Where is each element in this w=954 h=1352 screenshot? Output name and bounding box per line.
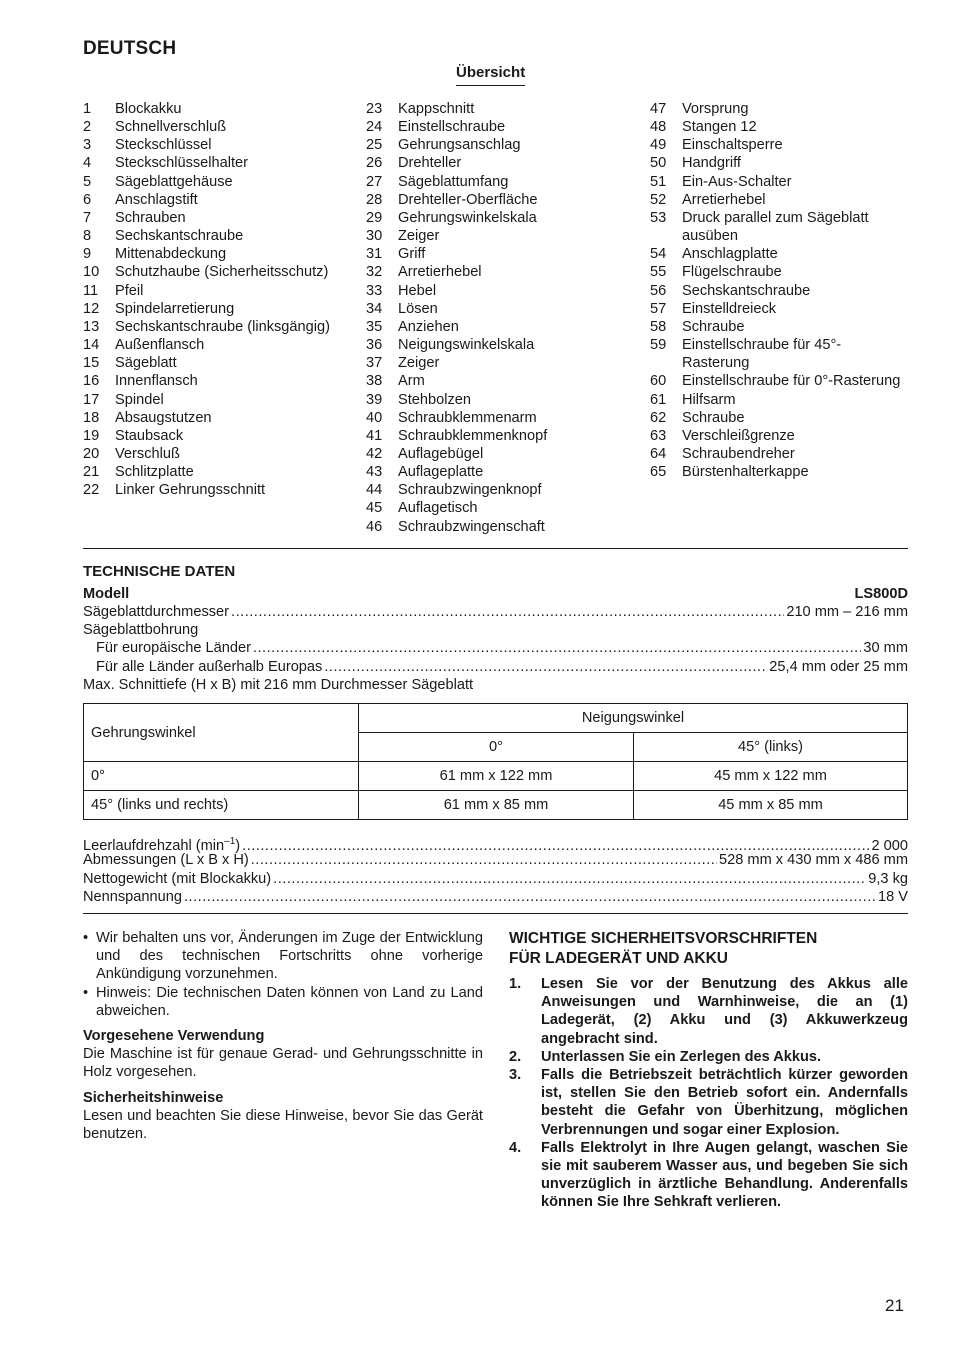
item-number: 44 bbox=[366, 482, 383, 499]
spec-value: 2 000 bbox=[871, 837, 908, 854]
item-number: 52 bbox=[650, 191, 667, 208]
item-number: 59 bbox=[650, 337, 667, 354]
bullet-icon: • bbox=[83, 930, 89, 946]
idle-speed-close: ) bbox=[235, 837, 241, 854]
list-item bbox=[83, 445, 343, 463]
item-label: Anziehen bbox=[398, 318, 459, 335]
table-row bbox=[84, 791, 908, 820]
list-item bbox=[650, 300, 908, 318]
safety-item bbox=[509, 1048, 908, 1066]
language-heading: DEUTSCH bbox=[83, 38, 177, 59]
safety-text: Lesen und beachten Sie diese Hinweise, bevor Sie das Gerät benutzen. bbox=[83, 1107, 483, 1143]
spec-bore-eu bbox=[96, 639, 908, 657]
item-label: Schraube bbox=[682, 409, 745, 426]
item-label: Schutzhaube (Sicherheitsschutz) bbox=[115, 264, 329, 281]
list-item bbox=[650, 173, 908, 191]
item-label: Einstelldreieck bbox=[682, 300, 777, 317]
item-number: 38 bbox=[366, 373, 383, 390]
item-label: Einschaltsperre bbox=[682, 137, 783, 154]
spec-bore-label: Sägeblattbohrung bbox=[83, 622, 199, 638]
item-number: 65 bbox=[650, 464, 667, 481]
list-item bbox=[83, 154, 343, 172]
list-item bbox=[366, 372, 626, 390]
item-label: Schraube bbox=[682, 318, 745, 335]
title-line-1: WICHTIGE SICHERHEITSVORSCHRIFTEN bbox=[509, 930, 818, 947]
item-label: Anschlagplatte bbox=[682, 246, 778, 263]
spec-value: 18 V bbox=[877, 889, 908, 905]
list-item bbox=[650, 191, 908, 209]
item-number: 64 bbox=[650, 445, 667, 462]
spec-value: 30 mm bbox=[863, 640, 908, 656]
item-label: Einstellschraube für 45°-Rasterung bbox=[682, 337, 842, 372]
list-item bbox=[366, 154, 626, 172]
overview-title: Übersicht bbox=[456, 64, 525, 86]
spec-value: 210 mm – 216 mm bbox=[786, 604, 908, 620]
idle-speed-label: Leerlaufdrehzahl (min bbox=[83, 837, 225, 854]
list-item bbox=[83, 136, 343, 154]
miter-cell: 0° bbox=[84, 762, 359, 791]
list-item bbox=[650, 100, 908, 118]
list-item bbox=[650, 154, 908, 172]
item-label: Einstellschraube bbox=[398, 119, 506, 136]
item-number: 51 bbox=[650, 173, 667, 190]
item-label: Stangen 12 bbox=[682, 119, 757, 136]
item-label: Gehrungsanschlag bbox=[398, 137, 521, 154]
list-item bbox=[83, 191, 343, 209]
left-notes bbox=[83, 929, 483, 1143]
item-number: 39 bbox=[366, 391, 383, 408]
item-number: 26 bbox=[366, 155, 383, 172]
item-label: Mittenabdeckung bbox=[115, 246, 227, 263]
safety-title: Sicherheitshinweise bbox=[83, 1089, 224, 1106]
item-number: 1. bbox=[509, 976, 522, 992]
item-label: Neigungswinkelskala bbox=[398, 337, 535, 354]
item-label: Sechskantschraube bbox=[115, 228, 244, 245]
item-number: 40 bbox=[366, 409, 383, 426]
cutting-capacity-table bbox=[83, 703, 908, 820]
list-item bbox=[650, 209, 908, 245]
bullet-text: Hinweis: Die technischen Daten können von Land zu Land abweichen. bbox=[96, 984, 483, 1019]
item-number: 22 bbox=[83, 482, 100, 499]
spec-label: Für alle Länder außerhalb Europas bbox=[96, 659, 323, 675]
item-number: 56 bbox=[650, 282, 667, 299]
list-item bbox=[83, 282, 343, 300]
item-label: Lösen bbox=[398, 300, 438, 317]
item-number: 3 bbox=[83, 137, 92, 154]
safety-item bbox=[509, 1066, 908, 1139]
specs-title: TECHNISCHE DATEN bbox=[83, 563, 236, 580]
item-label: Drehteller bbox=[398, 155, 462, 172]
item-number: 15 bbox=[83, 355, 100, 372]
item-label: Griff bbox=[398, 246, 426, 263]
item-label: Verschleißgrenze bbox=[682, 427, 795, 444]
item-label: Schraubzwingenknopf bbox=[398, 482, 542, 499]
list-item bbox=[650, 445, 908, 463]
list-item bbox=[83, 463, 343, 481]
intended-use-title: Vorgesehene Verwendung bbox=[83, 1028, 265, 1045]
intended-use-text: Die Maschine ist für genaue Gerad- und Gehrungsschnitte in Holz vorgesehen. bbox=[83, 1046, 483, 1081]
item-label: Schnellverschluß bbox=[115, 119, 227, 136]
title-line-2: FÜR LADEGERÄT UND AKKU bbox=[509, 950, 728, 967]
list-item bbox=[650, 409, 908, 427]
item-label: Auflageplatte bbox=[398, 464, 484, 481]
list-item bbox=[650, 463, 908, 481]
item-label: Schrauben bbox=[115, 209, 186, 226]
divider bbox=[83, 548, 908, 549]
item-number: 2. bbox=[509, 1048, 522, 1065]
item-number: 46 bbox=[366, 518, 383, 535]
item-number: 34 bbox=[366, 300, 383, 317]
item-label: Schraubendreher bbox=[682, 445, 795, 462]
item-number: 21 bbox=[83, 464, 100, 481]
list-item bbox=[366, 445, 626, 463]
model-row bbox=[83, 585, 908, 603]
item-number: 43 bbox=[366, 464, 383, 481]
list-item bbox=[83, 372, 343, 390]
overview-column-2 bbox=[366, 100, 626, 536]
item-number: 57 bbox=[650, 300, 667, 317]
item-number: 35 bbox=[366, 318, 383, 335]
spec-max-cut-label: Max. Schnittiefe (H x B) mit 216 mm Durchmesser Sägeblatt bbox=[83, 677, 474, 693]
item-label: Steckschlüsselhalter bbox=[115, 155, 249, 172]
bullet-icon: • bbox=[83, 984, 89, 1001]
item-number: 2 bbox=[83, 119, 92, 136]
list-item bbox=[650, 427, 908, 445]
list-item bbox=[83, 173, 343, 191]
model-label: Modell bbox=[83, 586, 130, 602]
list-item bbox=[366, 427, 626, 445]
item-number: 61 bbox=[650, 391, 667, 408]
item-number: 55 bbox=[650, 264, 667, 281]
leader-dots bbox=[324, 658, 767, 676]
item-number: 17 bbox=[83, 391, 100, 408]
list-item bbox=[83, 263, 343, 281]
list-item bbox=[366, 318, 626, 336]
bevel-header: Neigungswinkel bbox=[359, 704, 908, 733]
list-item bbox=[366, 173, 626, 191]
item-number: 14 bbox=[83, 337, 100, 354]
list-item bbox=[650, 245, 908, 263]
item-label: Schraubklemmenknopf bbox=[398, 427, 548, 444]
leader-dots bbox=[251, 851, 717, 869]
leader-dots bbox=[184, 888, 876, 906]
item-number: 48 bbox=[650, 119, 667, 136]
leader-dots bbox=[231, 603, 784, 621]
item-label: Bürstenhalterkappe bbox=[682, 464, 809, 481]
item-label: Sägeblattgehäuse bbox=[115, 173, 233, 190]
item-label: Schlitzplatte bbox=[115, 464, 194, 481]
list-item bbox=[650, 282, 908, 300]
item-number: 7 bbox=[83, 209, 92, 226]
item-number: 4. bbox=[509, 1139, 522, 1156]
spec-value: 25,4 mm oder 25 mm bbox=[769, 659, 908, 675]
item-label: Staubsack bbox=[115, 427, 184, 444]
model-value: LS800D bbox=[854, 586, 908, 602]
spec-voltage bbox=[83, 888, 908, 906]
item-label: Spindelarretierung bbox=[115, 300, 235, 317]
list-item bbox=[650, 318, 908, 336]
list-item bbox=[366, 409, 626, 427]
spec-bore-other bbox=[96, 658, 908, 676]
item-number: 33 bbox=[366, 282, 383, 299]
item-number: 20 bbox=[83, 445, 100, 462]
safety-item bbox=[509, 1139, 908, 1212]
item-label: Steckschlüssel bbox=[115, 137, 212, 154]
item-number: 31 bbox=[366, 246, 383, 263]
item-number: 8 bbox=[83, 228, 92, 245]
list-item bbox=[366, 518, 626, 536]
list-item bbox=[83, 209, 343, 227]
miter-cell: 45° (links und rechts) bbox=[84, 791, 359, 820]
item-label: Drehteller-Oberfläche bbox=[398, 191, 538, 208]
item-number: 45 bbox=[366, 500, 383, 517]
item-number: 10 bbox=[83, 264, 100, 281]
spec-label: Sägeblattdurchmesser bbox=[83, 604, 230, 620]
list-item bbox=[650, 372, 908, 390]
item-number: 53 bbox=[650, 209, 667, 226]
list-item bbox=[366, 300, 626, 318]
item-text: Falls Elektrolyt in Ihre Augen gelangt, waschen Sie sie mit sauberem Wasser aus, und begeben Sie sich unverzüglich in ärztliche Behandlung. Anderenfalls können Sie Ihre Sehkraft verlieren. bbox=[541, 1139, 908, 1211]
spec-blade-diameter bbox=[83, 603, 908, 621]
item-label: Anschlagstift bbox=[115, 191, 198, 208]
item-label: Druck parallel zum Sägeblatt ausüben bbox=[682, 209, 869, 245]
item-number: 58 bbox=[650, 318, 667, 335]
list-item bbox=[366, 245, 626, 263]
safety-list bbox=[509, 975, 908, 1212]
list-item bbox=[83, 409, 343, 427]
list-item bbox=[366, 100, 626, 118]
item-label: Sägeblattumfang bbox=[398, 173, 509, 190]
item-number: 30 bbox=[366, 228, 383, 245]
item-number: 54 bbox=[650, 246, 667, 263]
item-label: Arretierhebel bbox=[682, 191, 766, 208]
item-number: 42 bbox=[366, 445, 383, 462]
item-number: 12 bbox=[83, 300, 100, 317]
item-label: Schraubklemmenarm bbox=[398, 409, 537, 426]
list-item bbox=[366, 263, 626, 281]
item-label: Hilfsarm bbox=[682, 391, 736, 408]
list-item bbox=[83, 481, 343, 499]
item-number: 13 bbox=[83, 318, 100, 335]
list-item bbox=[83, 427, 343, 445]
item-label: Arretierhebel bbox=[398, 264, 482, 281]
overview-column-3 bbox=[650, 100, 908, 481]
item-label: Innenflansch bbox=[115, 373, 198, 390]
item-number: 47 bbox=[650, 101, 667, 117]
item-label: Flügelschraube bbox=[682, 264, 782, 281]
list-item bbox=[650, 391, 908, 409]
bevel-45-header: 45° (links) bbox=[634, 733, 908, 762]
value-cell: 45 mm x 122 mm bbox=[634, 762, 908, 791]
item-number: 1 bbox=[83, 101, 92, 117]
item-label: Außenflansch bbox=[115, 337, 205, 354]
list-item bbox=[366, 118, 626, 136]
list-item bbox=[366, 354, 626, 372]
spec-label: Für europäische Länder bbox=[96, 640, 251, 656]
item-number: 19 bbox=[83, 427, 100, 444]
list-item bbox=[366, 481, 626, 499]
item-label: Stehbolzen bbox=[398, 391, 472, 408]
item-label: Arm bbox=[398, 373, 425, 390]
item-label: Auflagetisch bbox=[398, 500, 478, 517]
list-item bbox=[366, 499, 626, 517]
list-item bbox=[83, 391, 343, 409]
list-item bbox=[83, 227, 343, 245]
item-number: 6 bbox=[83, 191, 92, 208]
list-item bbox=[650, 336, 908, 372]
item-number: 27 bbox=[366, 173, 383, 190]
item-label: Pfeil bbox=[115, 282, 144, 299]
list-item bbox=[366, 191, 626, 209]
list-item bbox=[83, 100, 343, 118]
item-text: Falls die Betriebszeit beträchtlich kürzer geworden ist, stellen Sie den Betrieb sofort ein. Andernfalls besteht die Gefahr von Überhitzung, möglichen Verbrennungen und sogar einer Explosion. bbox=[541, 1067, 908, 1138]
leader-dots bbox=[273, 870, 866, 888]
overview-column-1 bbox=[83, 100, 343, 499]
spec-label: Nettogewicht (mit Blockakku) bbox=[83, 871, 272, 887]
idle-speed-sup: –1 bbox=[224, 836, 236, 847]
list-item bbox=[83, 245, 343, 263]
bullet-text: Wir behalten uns vor, Änderungen im Zuge der Entwicklung und des technischen Fortschritts ohne vorherige Ankündigung vorzunehmen. bbox=[96, 930, 483, 983]
item-label: Linker Gehrungsschnitt bbox=[115, 482, 266, 499]
list-item bbox=[83, 318, 343, 336]
item-label: Handgriff bbox=[682, 155, 741, 172]
table-row bbox=[84, 762, 908, 791]
item-number: 24 bbox=[366, 119, 383, 136]
item-number: 16 bbox=[83, 373, 100, 390]
item-label: Zeiger bbox=[398, 228, 440, 245]
item-text: Lesen Sie vor der Benutzung des Akkus alle Anweisungen und Warnhinweise, die an (1) Ladegerät, (2) Akku und (3) Akkuwerkzeug angebracht sind. bbox=[541, 976, 908, 1047]
item-label: Schraubzwingenschaft bbox=[398, 518, 545, 535]
item-label: Sechskantschraube (linksgängig) bbox=[115, 318, 330, 335]
item-number: 25 bbox=[366, 137, 383, 154]
item-number: 50 bbox=[650, 155, 667, 172]
list-item bbox=[650, 263, 908, 281]
item-label: Absaugstutzen bbox=[115, 409, 212, 426]
item-label: Blockakku bbox=[115, 101, 182, 117]
value-cell: 61 mm x 85 mm bbox=[359, 791, 634, 820]
leader-dots bbox=[253, 639, 861, 657]
item-number: 36 bbox=[366, 337, 383, 354]
list-item bbox=[366, 463, 626, 481]
battery-safety-title bbox=[509, 929, 908, 969]
item-number: 60 bbox=[650, 373, 667, 390]
item-number: 3. bbox=[509, 1067, 522, 1084]
item-number: 4 bbox=[83, 155, 92, 172]
page-number: 21 bbox=[885, 1296, 904, 1315]
spec-value: 9,3 kg bbox=[868, 871, 908, 887]
item-number: 9 bbox=[83, 246, 92, 263]
item-label: Auflagebügel bbox=[398, 445, 484, 462]
note-bullet bbox=[83, 984, 483, 1020]
miter-header: Gehrungswinkel bbox=[84, 704, 359, 762]
item-label: Gehrungswinkelskala bbox=[398, 209, 537, 226]
list-item bbox=[366, 336, 626, 354]
list-item bbox=[366, 136, 626, 154]
right-notes bbox=[509, 929, 908, 1212]
list-item bbox=[83, 300, 343, 318]
item-number: 5 bbox=[83, 173, 92, 190]
item-label: Kappschnitt bbox=[398, 101, 475, 117]
spec-value: 528 mm x 430 mm x 486 mm bbox=[719, 852, 908, 868]
item-number: 29 bbox=[366, 209, 383, 226]
item-text: Unterlassen Sie ein Zerlegen des Akkus. bbox=[541, 1048, 822, 1065]
list-item bbox=[366, 282, 626, 300]
item-label: Ein-Aus-Schalter bbox=[682, 173, 792, 190]
bevel-0-header: 0° bbox=[359, 733, 634, 762]
safety-item bbox=[509, 975, 908, 1048]
value-cell: 45 mm x 85 mm bbox=[634, 791, 908, 820]
item-label: Sechskantschraube bbox=[682, 282, 811, 299]
list-item bbox=[83, 354, 343, 372]
item-number: 32 bbox=[366, 264, 383, 281]
item-number: 18 bbox=[83, 409, 100, 426]
list-item bbox=[650, 118, 908, 136]
item-label: Verschluß bbox=[115, 445, 180, 462]
item-label: Einstellschraube für 0°-Rasterung bbox=[682, 373, 901, 390]
item-number: 37 bbox=[366, 355, 383, 372]
item-number: 62 bbox=[650, 409, 667, 426]
item-number: 63 bbox=[650, 427, 667, 444]
item-number: 41 bbox=[366, 427, 383, 444]
item-number: 23 bbox=[366, 101, 383, 117]
list-item bbox=[366, 391, 626, 409]
spec-label: Nennspannung bbox=[83, 889, 182, 905]
value-cell: 61 mm x 122 mm bbox=[359, 762, 634, 791]
spec-weight bbox=[83, 870, 908, 888]
item-number: 11 bbox=[83, 282, 99, 299]
list-item bbox=[650, 136, 908, 154]
note-bullet bbox=[83, 929, 483, 984]
divider bbox=[83, 913, 908, 914]
list-item bbox=[83, 118, 343, 136]
item-label: Zeiger bbox=[398, 355, 440, 372]
item-label: Spindel bbox=[115, 391, 164, 408]
spec-label: Abmessungen (L x B x H) bbox=[83, 852, 249, 868]
item-label: Hebel bbox=[398, 282, 437, 299]
item-label: Vorsprung bbox=[682, 101, 749, 117]
spec-dimensions bbox=[83, 851, 908, 869]
item-number: 28 bbox=[366, 191, 383, 208]
list-item bbox=[83, 336, 343, 354]
list-item bbox=[366, 227, 626, 245]
item-label: Sägeblatt bbox=[115, 355, 177, 372]
item-number: 49 bbox=[650, 137, 667, 154]
list-item bbox=[366, 209, 626, 227]
